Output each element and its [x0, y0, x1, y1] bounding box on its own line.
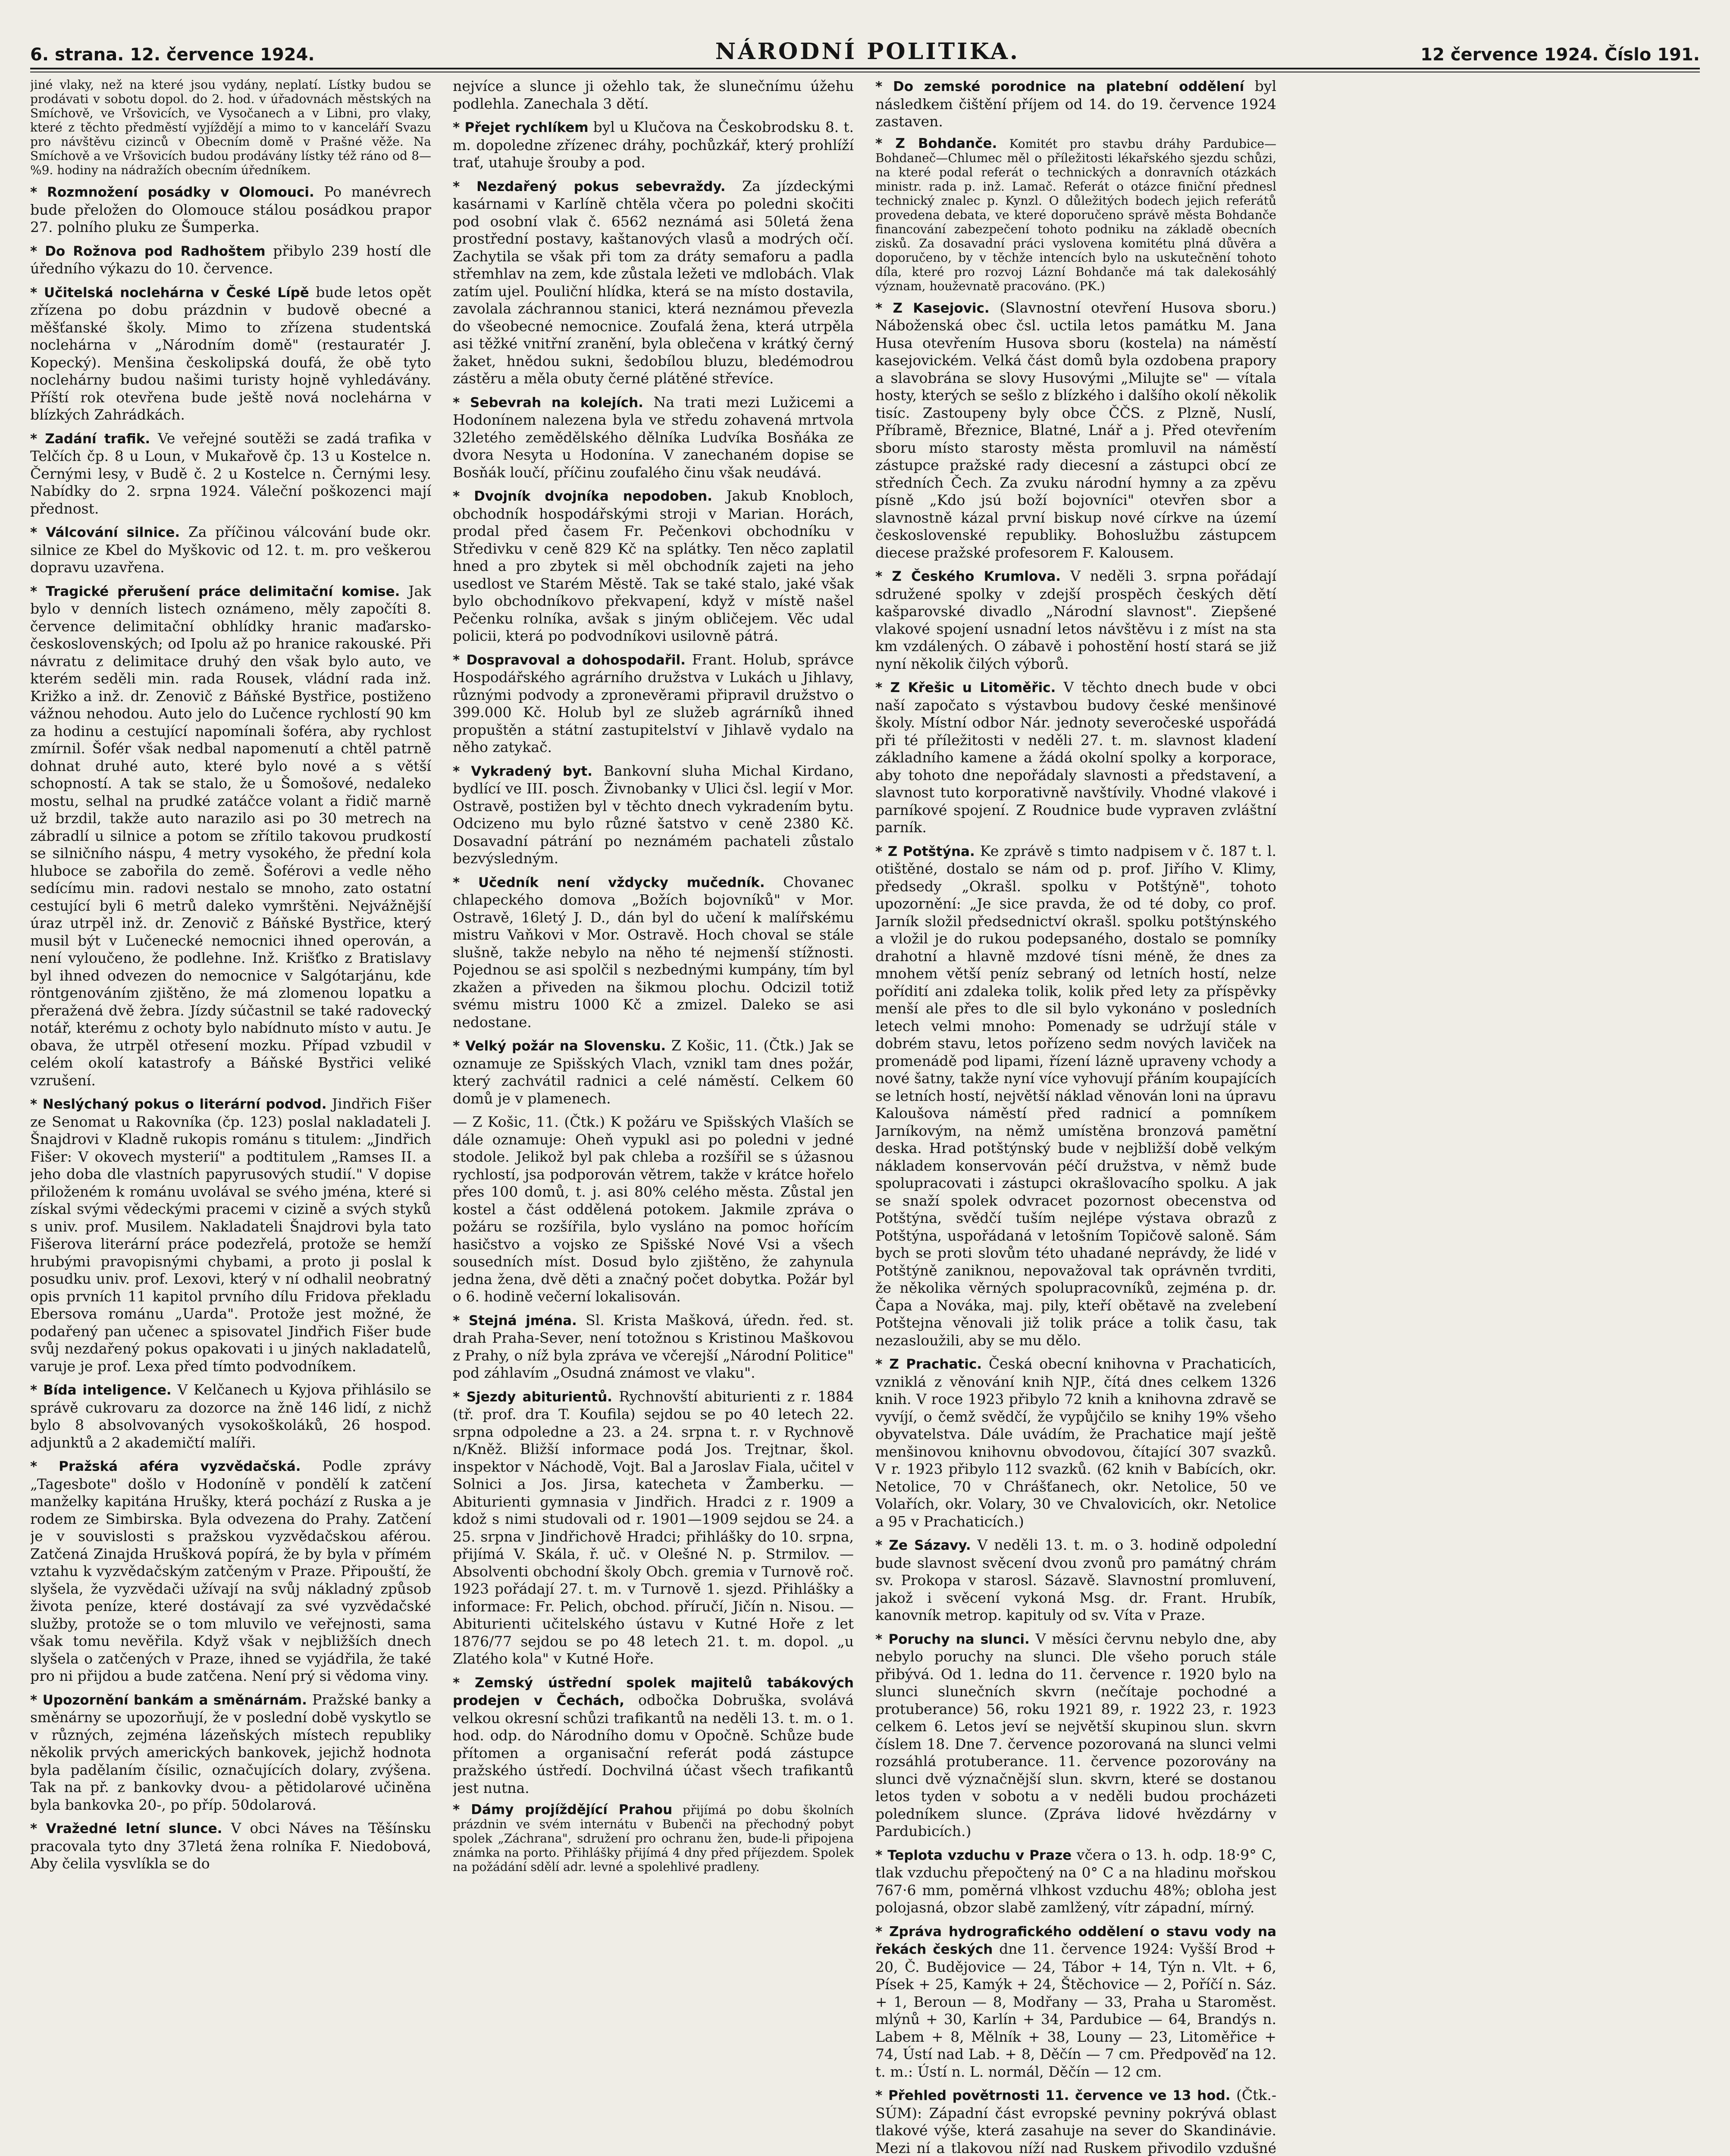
- news-body: včera o 13. h. odp. 18·9° C, tlak vzduchu přepočtený na 0° C a na hladinu mořskou 767·6 mm, poměrná vlhkost vzduchu 48%; obloha jest polojasná, obzor slabě zamlžený, vítr západní, mírný.: [875, 1846, 1276, 1916]
- news-headline: * Přejet rychlíkem: [453, 120, 589, 135]
- news-headline: * Neslýchaný pokus o literární podvod.: [30, 1097, 327, 1112]
- news-item: [30, 523, 431, 577]
- news-item: [30, 242, 431, 278]
- column-1: [30, 78, 431, 2156]
- news-headline: * Zpráva hydrografického oddělení o stavu vody na řekách českých: [875, 1924, 1276, 1957]
- news-body: Pražské banky a směnárny se upozorňují, že v poslední době vyskytlo se v různých, zejména lázeňských místech republiky několik prvých amerických bankovek, jejichž hodnota byla padělaním čísilic, označujících dolary, zvýšena. Tak na př. z bankovky dvou- a pětidolarové učiněna byla bankovka 20-, po příp. 50dolarová.: [30, 1691, 431, 1813]
- news-item: [453, 1037, 854, 1107]
- news-item: [875, 1536, 1276, 1624]
- news-body: (Slavnostní otevření Husova sboru.) Náboženská obec čsl. uctila letos památku M. Jana Husa otevřením Husova sboru (kostela) na náměstí kasejovickém. Velká část domů byla ozdobena prapory a slavobrána se slovy Husovými „Milujte se" — vítala hosty, kterých se sešlo z blízkého i dalšího okolí několik tisíc. Zastoupeny byly obce ČČS. z Plzně, Nuslí, Příbramě, Březnice, Blatné, Lnář a j. Před otevřením sboru místo starosty města promluvil na náměstí zástupce pražské rady diecesní a zástupci obcí ze středních Čech. Za zvuku národní hymny a za zpěvu písně „Kdo jsú boží bojovníci" otevřen sbor a slavnostně kázal první biskup nové církve na území československé republiky. Bohoslužbu zástupcem diecese pražské profesorem F. Kalousem.: [875, 299, 1276, 561]
- news-item: [453, 394, 854, 482]
- news-item: [875, 567, 1276, 673]
- news-body: Ke zprávě s timto nadpisem v č. 187 t. l. otištěné, dostalo se nám od p. prof. Jiřího V. Klimy, předsedy „Okrašl. spolku v Potštýně", tohoto upozornění: „Je sice pravda, že od té doby, co prof. Jarník složil předsednictví okrašl. spolku potštýnského a vložil je do rukou podepsaného, dostalo se pomníky drahotní a hlavně mzdové tísni méně, že dnes za mnohem větší peníz sebraný od letních hostí, nelze pořídití ani zdaleka tolik, kolik před lety za příspěvky menší ale přes to dle sil bylo vykonáno v posledních letech velmi mnoho: Pomenady se udržují stále v dobrém stavu, letos pořízeno sedm nových laviček na promenádě pod lipami, řízení lázně upraveny vchody a nové šatny, takže nyní více vyhovují přáním koupajících se letních hostí, největší náklad věnován loni na úpravu Kaloušova náměstí před radnicí a pomníkem Jarníkovým, na němž umístěna bronzová pamětní deska. Hrad potštýnský bude v nejbližší době velkým nákladem konservován péčí družstva, v němž bude spolupracovati i zástupci okrašlovacího spolku. A jak se snaží spolek odvracet pozornost obecenstva od Potštýna, svědčí tuším nejlépe výstava obrazů z Potštýna, uspořádaná v letošním Topičově saloně. Sám bych se proti slovům této uhadané neprávdy, že lidé v Potštýně zaniknou, nepovažoval tak oprávněn tvrditi, že několika věrných spolupracovníků, zejména p. dr. Čapa a Nováka, maj. pily, kteří obětavě na zvelebení Potštejna věnovali již tolik práce a tolik času, tak nezasloužili, aby se mu dělo.: [875, 842, 1276, 1349]
- page-number-date: 6. strana. 12. července 1924.: [30, 45, 315, 65]
- news-headline: * Přehled povětrnosti 11. července ve 13 hod.: [875, 2088, 1231, 2103]
- news-item: [453, 874, 854, 1031]
- news-headline: * Velký požár na Slovensku.: [453, 1038, 666, 1054]
- news-item: [875, 1846, 1276, 1917]
- news-body: V neděli 3. srpna pořádají sdružené spolky v zdejší prospěch českých dětí kašparovské divadlo „Národní slavnost". Ziepšené vlakové spojení usnadní letos návštěvu i z míst na sta km vzdálených. O zábavě i pohostění hostí stará se již nyní několik čilých výborů.: [875, 567, 1276, 672]
- news-body: odbočka Dobruška, svolává velkou okresní schůzi trafikantů na neděli 13. t. m. o 1. hod. odp. do Národního domu v Opočně. Schůze bude přítomen a organisační referát podá zástupce pražského ústředí. Dochvilná účast všech trafikantů jest nutna.: [453, 1692, 854, 1796]
- news-headline: * Dospravoval a dohospodařil.: [453, 652, 686, 668]
- news-item: [875, 2087, 1276, 2156]
- news-headline: * Vykradený byt.: [453, 763, 592, 779]
- news-headline: * Učedník není vždycky mučedník.: [453, 874, 765, 890]
- news-headline: * Zadání trafik.: [30, 431, 150, 447]
- news-headline: * Teplota vzduchu v Praze: [875, 1847, 1072, 1863]
- news-body: V neděli 13. t. m. o 3. hodině odpolední bude slavnost svěcení dvou zvonů pro památný chrám sv. Prokopa v starosl. Sázavě. Slavnostní promluvení, jakož i svěcení vykoná Msg. dr. Frant. Hrubík, kanovník metrop. kapituly od sv. Víta v Praze.: [875, 1536, 1276, 1623]
- news-item: [453, 762, 854, 868]
- news-headline: * Bída inteligence.: [30, 1382, 172, 1398]
- article-columns: [30, 78, 1699, 2156]
- news-headline: * Stejná jména.: [453, 1313, 577, 1329]
- news-item: [30, 183, 431, 236]
- news-item: [875, 137, 1276, 293]
- news-item: [453, 651, 854, 756]
- page-header: [30, 34, 1700, 65]
- news-headline: * Dámy projíždějící Prahou: [453, 1802, 673, 1818]
- news-item: [875, 78, 1276, 131]
- news-headline: * Sjezdy abiturientů.: [453, 1389, 612, 1405]
- news-body: Za příčinou válcování bude okr. silnice ze Kbel do Myškovic od 12. t. m. pro veškerou dopravu uzavřena.: [30, 523, 431, 576]
- header-rule: [30, 68, 1700, 69]
- news-item: [875, 1923, 1276, 2081]
- news-body: Po manévrech bude přeložen do Olomouce stálou posádkou prapor 27. polního pluku ze Šumperka.: [30, 183, 431, 235]
- news-item: [453, 1803, 854, 1874]
- news-item: [453, 1312, 854, 1382]
- news-headline: * Učitelská noclehárna v České Lípě: [30, 285, 309, 301]
- news-item: [875, 1355, 1276, 1530]
- news-body: Jindřich Fišer ze Senomat u Rakovníka (čp. 123) poslal nakladateli J. Šnajdrovi v Kladně rukopis románu s titulem: „Jindřich Fišer: V okovech mysterií" a podtitulem „Ramses II. a jeho doba dle vlastních papyrusových studií." V dopise přiloženém k románu uvolával se svého jména, které si získal svými vědeckými pracemi v cizině a svých styků s univ. prof. Musilem. Nakladateli Šnajdrovi byla tato Fišerova literární práce podezřelá, protože se hemží hrubými pravopisnými chybami, a proto ji poslal k posudku univ. prof. Lexovi, který v ní odhalil neobratný opis prvních 11 kapitol prvního dílu Fridova překladu Ebersova románu „Uarda". Protože jest možné, že podařený pan učenec a spisovatel Jindřich Fišer bude svůj nezdařený pokus opakovati i u jiných nakladatelů, varuje je prof. Lexa před tímto podvodníkem.: [30, 1095, 431, 1375]
- news-headline: * Do Rožnova pod Radhoštem: [30, 243, 266, 259]
- news-body: Jak bylo v denních listech oznámeno, měly započíti 8. července delimitační obhlídky hranic maďarsko-československých; od Ipolu až po hranice rakouské. Při návratu z delimitace druhý den však bylo auto, ve kterém seděli min. rada Rousek, vládní rada inž. Križko a inž. dr. Zenovič z Báňské Bystřice, postiženo vážnou nehodou. Auto jelo do Lučence rychlostí 90 km za hodinu a cestující napomínali šoféra, aby rychlost zmírnil. Šofér však nedbal napomenutí a chtěl patrně dohnat druhé auto, které bylo nové a s větší schopností. A tak se stalo, že u Šomošové, nedaleko mostu, selhal na prudké zatáčce volant a řidič marně už brzdil, takže auto narazilo asi po 30 metrech na zábradlí u silnice a potom se zřítilo takovou prudkostí se silničního náspu, 4 metry vysokého, že přední kola hluboce se zabořila do země. Šoférovi a vedle něho sedícímu min. radovi nestalo se mnoho, zato ostatní cestující byli 6 metrů daleko vymrštěni. Nejvážnější úraz utrpěl inž. dr. Zenovič z Báňské Bystřice, který musil být v Lučenecké nemocnici ihned operován, a není vyloučeno, že podlehne. Inž. Krišťko z Bratislavy byl ihned odvezen do nemocnice v Salgótarjánu, kde röntgenováním zjištěno, že má zlomenou lopatku a přeražená dvě žebra. Jízdy súčastnil se také radovecký notář, kterému z ochoty bylo nabídnuto místo v autu. Je obava, že utrpěl otřesení mozku. Případ vzbudil v celém okolí katastrofy a Báňské Bystřici veliké vzrušení.: [30, 582, 431, 1089]
- date-issue-number: 12 července 1924. Číslo 191.: [1420, 45, 1700, 65]
- news-headline: * Vražedné letní slunce.: [30, 1821, 223, 1836]
- news-body: Chovanec chlapeckého domova „Božích bojovníků" v Mor. Ostravě, 16letý J. D., dán byl do učení k malířskému mistru Vaňkovi v Mor. Ostravě. Hoch choval se stále slušně, takže nebylo na něho té nejmenší stížnosti. Pojednou se asi spolčil s nezbednými kumpány, tím byl zkažen a přiveden na šikmou plochu. Odcizil totiž svému mistru 1000 Kč a zmizel. Daleko se asi nedostane.: [453, 873, 854, 1031]
- news-headline: * Tragické přerušení práce delimitační komise.: [30, 583, 400, 599]
- news-item: [453, 1113, 854, 1306]
- news-body: Česká obecní knihovna v Prachaticích, vzniklá z věnování knih NJP., čítá dnes celkem 1326 knih. V roce 1923 přibylo 72 knih a knihovna zdravě se vyvíjí, o čemž svědčí, že vypůjčilo se knihy 19% všeho obyvatelstva. Dále uvádím, že Prachatice mají ještě menšinovou knihovnu obvodovou, čítající 307 svazků. V r. 1923 přibylo 112 svazků. (62 knih v Babících, okr. Netolice, 70 v Chrášťanech, okr. Netolice, 50 ve Volařích, okr. Volary, 30 ve Chvalovicích, okr. Netolice a 95 v Prachaticích.): [875, 1355, 1276, 1530]
- news-headline: * Válcování silnice.: [30, 525, 180, 540]
- news-item: [30, 284, 431, 424]
- news-headline: * Sebevrah na kolejích.: [453, 395, 643, 411]
- news-body: — Z Košic, 11. (Čtk.) K požáru ve Spišských Vlaších se dále oznamuje: Oheň vypukl asi po poledni v jedné stodole. Jelikož byl pak chleba a rozšířil se s úžasnou rychlostí, jsa podporován větrem, takže v krátce hořelo přes 100 domů, t. j. asi 80% celého města. Zůstal jen kostel a část oddělená potokem. Jakmile zpráva o požáru se rozšířila, bylo vysláno na pomoc hořícím hasičstvo a vojsko ze Spišské Nové Vsi a všech sousedních míst. Dosud bylo zjištěno, že zahynula jedna žena, dvě děti a značný počet dobytka. Požár byl o 6. hodině večerní lokalisován.: [453, 1113, 854, 1305]
- news-headline: * Do zemské porodnice na platební oddělení: [875, 79, 1244, 94]
- news-item: [453, 119, 854, 172]
- news-body: Frant. Holub, správce Hospodářského agrárního družstva v Lukách u Jihlavy, různými podvody a zpronevěrami připravil družstvo o 399.000 Kč. Holub byl ze služeb agrárníků ihned propuštěn a státní zastupitelství v Jihlavě vydalo na něho zatykač.: [453, 651, 854, 755]
- news-item: [30, 1095, 431, 1375]
- news-body: nejvíce a slunce ji ožehlo tak, že slunečnímu úžehu podlehla. Zanechala 3 dětí.: [453, 78, 854, 112]
- news-item: [875, 1630, 1276, 1840]
- news-headline: * Pražská aféra vyzvědačská.: [30, 1459, 301, 1474]
- news-body: Za jízdeckými kasárnami v Karlíně chtěla včera po poledni skočiti pod osobní vlak č. 6562 neznámá asi 50letá žena prostřední postavy, kaštanových vlasů a modrých očí. Zachytila se však při tom za dráty semaforu a padla střemhlav na zem, kde zůstala ležeti ve mdlobách. Vlak zatím ujel. Pouliční hlídka, která se na místo dostavila, zavolala záchrannou stanici, která neznámou převezla do všeobecné nemocnice. Zoufalá žena, která utrpěla asi těžké vnitřní zranění, byla oblečena v krátký černý žaket, hnědou sukni, šedobílou bluzu, bledémodrou zástěru a měla obuty černé plátěné střevíce.: [453, 177, 854, 387]
- news-body: Rychnovští abiturienti z r. 1884 (tř. prof. dra T. Koufila) sejdou se po 40 letech 22. srpna odpoledne a 23. a 24. srpna t. r. v Rychnově n/Kněž. Bližší informace podá Jos. Trejtnar, škol. inspektor v Náchodě, Vojt. Bal a Jaroslav Fiala, učitel v Solnici a Jos. Jirsa, katecheta v Žamberku. — Abiturienti gymnasia v Jindřich. Hradci z r. 1909 a kdož s nimi studovali od r. 1901—1909 sejdou se 24. a 25. srpna v Jindřichově Hradci; přihlášky do 10. srpna, přijímá V. Skála, ř. uč. v Olešné N. p. Strmilov. — Absolventi obchodní školy Obch. gremia v Turnově roč. 1923 pořádají 27. t. m. v Turnově 1. sjezd. Přihlášky a informace: Fr. Pelich, obchod. příručí, Jičín n. Nisou. — Abiturienti učitelského ústavu v Kutné Hoře z let 1876/77 sejdou se po 48 letech 21. t. m. dopol. „u Zlatého kola" v Kutné Hoře.: [453, 1388, 854, 1667]
- news-item: [30, 583, 431, 1090]
- news-body: Ve veřejné soutěži se zadá trafika v Telčích čp. 8 u Loun, v Mukařově čp. 13 u Kostelce n. Černými lesy, v Budě č. 2 u Kostelce n. Černými lesy. Nabídky do 2. srpna 1924. Váleční poškozenci mají přednost.: [30, 429, 431, 517]
- news-item: [453, 487, 854, 645]
- news-headline: * Rozmnožení posádky v Olomouci.: [30, 185, 314, 200]
- news-headline: * Dvojník dvojníka nepodoben.: [453, 489, 712, 504]
- news-item: [30, 430, 431, 518]
- news-headline: * Poruchy na slunci.: [875, 1631, 1030, 1647]
- news-body: přijímá po dobu školních prázdnin ve svém internátu v Bubenči na přechodný pobyt spolek „Záchrana", sdružení pro ochranu žen, bude-li připojena známka na porto. Přihlášky přijímá 4 dny před příjezdem. Spolek na požádání sdělí adr. levné a spolehlivé pradleny.: [453, 1803, 854, 1874]
- news-headline: * Z Bohdanče.: [875, 135, 997, 151]
- news-headline: * Upozornění bankám a směnárnám.: [30, 1692, 307, 1708]
- news-headline: * Nezdařený pokus sebevraždy.: [453, 179, 726, 194]
- news-headline: * Z Prachatic.: [875, 1357, 982, 1372]
- news-body: Komitét pro stavbu dráhy Pardubice—Bohdaneč—Chlumec měl o příležitosti lékařského sjezdu schůzi, na které podal referát o technických a donravních otázkách ministr. rada p. inž. Lamač. Referát o otázce finiční přednesl technický znalec p. Kynzl. O důležitých bodech jejich referátů provedena debata, ve které doporučeno správě města Bohdanče financování zabezpečení tohoto podniku na základě obecních zisků. Za dosavadní práci vyslovena komitétu plná důvěra a doporučeno, by v těchže intencích bylo na uskutečnění tohoto díla, které pro rozvoj Lázní Bohdanče má tak dalekosáhlý význam, houževnatě pracováno. (PK.): [875, 136, 1276, 293]
- news-body: bude letos opět zřízena po dobu prázdnin v budově obecné a měšťanské školy. Mimo to zřízena studentská noclehárna v „Národním domě" (restauratér J. Kopecký). Menšina českolipská doufá, že obě tyto noclehárny budou našimi turisty hojně vyhledávány. Příští rok otevřena bude ještě nová noclehárna v blízkých Zahrádkách.: [30, 283, 431, 423]
- news-item: [30, 78, 431, 177]
- news-item: [453, 178, 854, 388]
- news-body: Jakub Knobloch, obchodník hospodářskými stroji v Marian. Horách, prodal před časem Fr. Pečenkovi obchodníku v Středivku v ceně 829 Kč na splátky. Ten něco zaplatil hned a pro zbytek si měl obchodník zajeti na jeho usedlost ve Starém Městě. Tak se také stalo, jaké však bylo obchodníkovo překvapení, když v místě našel Pečenku rolníka, avšak s jiným obličejem. Věc udal policii, která po podvodníkovi usilovně pátrá.: [453, 487, 854, 644]
- newspaper-title: NÁRODNÍ POLITIKA.: [715, 38, 1020, 65]
- news-body: Bankovní sluha Michal Kirdano, bydlící ve III. posch. Živnobanky v Ulici čsl. legií v Mor. Ostravě, postižen byl v těchto dnech vykradením bytu. Odcizeno mu bylo různé šatstvo v ceně 2380 Kč. Dosavadní pátrání po neznámém pachateli zůstalo bezvýsledným.: [453, 762, 854, 867]
- news-item: [875, 843, 1276, 1350]
- news-item: [30, 1820, 431, 1873]
- news-body: Podle zprávy „Tagesbote" došlo v Hodoníně v pondělí k zatčení manželky kapitána Hrušky, která pochází z Ruska a je rodem ze Simbirska. Byla odvezena do Prahy. Zatčení je v souvislosti s pražskou vyzvědačskou aférou. Zatčená Zinajda Hrušková popírá, že by byla v přímém vztahu k vyzvědačským zatčeným v Praze. Připouští, že slyšela, že vyzvědači užívají na svůj nákladný způsob života peníze, které dostávají za své vyzvědačské služby, protože se o tom mluvilo ve veřejnosti, sama však tomu nevěřila. Když však v nejbližších dnech slyšela o zatčených v Praze, ihned se vyjádřila, že také pro ni přijdou a bude zatčena. Není prý si vědoma viny.: [30, 1457, 431, 1684]
- news-item: [453, 78, 854, 113]
- news-item: [453, 1674, 854, 1797]
- news-body: byl následkem čištění příjem od 14. do 19. července 1924 zastaven.: [875, 78, 1276, 130]
- news-body: Na trati mezi Lužicemi a Hodonínem nalezena byla ve středu zohavená mrtvola 32letého zemědělského dělníka Ludvíka Bosňáka ze dvora Nesyta u Hodonína. V zanechaném dopise se Bosňák loučí, příčinu zoufalého činu však neudává.: [453, 393, 854, 481]
- news-headline: * Ze Sázavy.: [875, 1538, 971, 1553]
- news-item: [30, 1457, 431, 1685]
- news-headline: * Z Potštýna.: [875, 843, 975, 859]
- column-4: [1298, 78, 1699, 2156]
- news-item: [453, 1388, 854, 1668]
- news-body: V obci Náves na Těšínsku pracovala tyto dny 37letá žena rolníka F. Niedobová, Aby čelila vysvlíkla se do: [30, 1820, 431, 1872]
- news-body: (Čtk.-SÚM): Západní část evropské pevniny pokrývá oblast tlakové výše, která zasahuje na sever do Skandinávie. Mezi ní a tlakovou níží nad Ruskem přivodilo vzdušné: [875, 2087, 1276, 2156]
- news-item: [30, 1381, 431, 1451]
- news-body: Sl. Krista Mašková, úředn. řed. st. drah Praha-Sever, není totožnou s Kristinou Maškovou z Prahy, o níž byla zpráva ve včerejší „Národní Politice" pod záhlavím „Osudná známost ve vlaku".: [453, 1311, 854, 1381]
- news-headline: * Zemský ústřední spolek majitelů tabákových prodejen v Čechách,: [453, 1675, 854, 1708]
- news-headline: * Z Českého Krumlova.: [875, 569, 1061, 584]
- news-body: dne 11. července 1924: Vyšší Brod + 20, Č. Budějovice — 24, Tábor + 14, Týn n. Vlt. + 6, Písek + 25, Kamýk + 24, Štěchovice — 2, Poříčí n. Sáz. + 1, Beroun — 8, Modřany — 33, Praha u Staroměst. mlýnů + 30, Karlín + 34, Pardubice — 64, Brandýs n. Labem + 8, Mělník + 38, Louny — 23, Litoměřice + 74, Ústí nad Lab. + 8, Děčín — 7 cm. Předpověď na 12. t. m.: Ústí n. L. normál, Děčín — 12 cm.: [875, 1940, 1276, 2080]
- column-2: [453, 78, 854, 2156]
- news-item: [30, 1691, 431, 1814]
- news-headline: * Z Křešic u Litoměřic.: [875, 680, 1056, 696]
- news-body: přibylo 239 hostí dle úředního výkazu do 10. července.: [30, 242, 431, 277]
- news-body: jiné vlaky, než na které jsou vydány, neplatí. Lístky budou se prodávati v sobotu dopol. do 2. hod. v úřadovnách městských na Smíchově, ve Vršovicích, ve Vysočanech a v Libni, pro vlaky, které z těchto předměstí vyjíždějí a mimo to v kanceláří Svazu pro návštěvu cizinců v Obecním domě v Prašné věže. Na Smíchově a ve Vršovicích budou prodávány lístky též ráno od 8—%9. hodiny na nádražích obecním úředníkem.: [30, 78, 431, 177]
- news-headline: * Z Kasejovic.: [875, 300, 990, 316]
- column-3: [875, 78, 1276, 2156]
- news-body: V těchto dnech bude v obci naší započato s výstavbou budovy české menšinové školy. Místní odbor Nár. jednoty severočeské uspořádá při té příležitosti v neděli 27. t. m. slavnost kladení základního kamene a žádá okolní spolky a korporace, aby tohoto dne nepořádaly slavnosti a představení, a slavnost tuto korporativně navštívily. Vhodné vlakové i parníkové spojení. Z Roudnice bude vypraven zvláštní parník.: [875, 679, 1276, 836]
- news-item: [875, 299, 1276, 562]
- news-body: byl u Klučova na Českobrodsku 8. t. m. dopoledne zřízenec dráhy, pochůzkář, který prohlíží trať, utahuje šrouby a pod.: [453, 119, 854, 171]
- news-body: V Kelčanech u Kyjova přihlásilo se správě cukrovaru za dozorce na žně 146 lidí, z nichž bylo 8 absolvovaných vysokoškoláků, 26 hospod. adjunktů a 2 akademičtí malíři.: [30, 1381, 431, 1451]
- news-item: [875, 679, 1276, 837]
- news-body: Z Košic, 11. (Čtk.) Jak se oznamuje ze Spišských Vlach, vznikl tam dnes požár, který zachvátil radnici a celé náměstí. Celkem 60 domů je v plamenech.: [453, 1037, 854, 1107]
- news-body: V měsíci červnu nebylo dne, aby nebylo poruchy na slunci. Dle všeho poruch stále přibývá. Od 1. ledna do 11. července r. 1920 bylo na slunci slunečních skvrn (nečítaje pochodné a protuberance) 56, roku 1921 89, r. 1922 23, r. 1923 celkem 6. Letos jeví se největší skupinou slun. skvrn číslem 18. Dne 7. července pozorovaná na slunci velmi rozsáhlá protuberance. 11. července pozorovány na slunci dvě význačnější slun. skvrn, které se dostanou letos tyden v sobotu a v neděli budou procházeti poledníkem slunce. (Zpráva lidové hvězdárny v Pardubicích.): [875, 1630, 1276, 1839]
